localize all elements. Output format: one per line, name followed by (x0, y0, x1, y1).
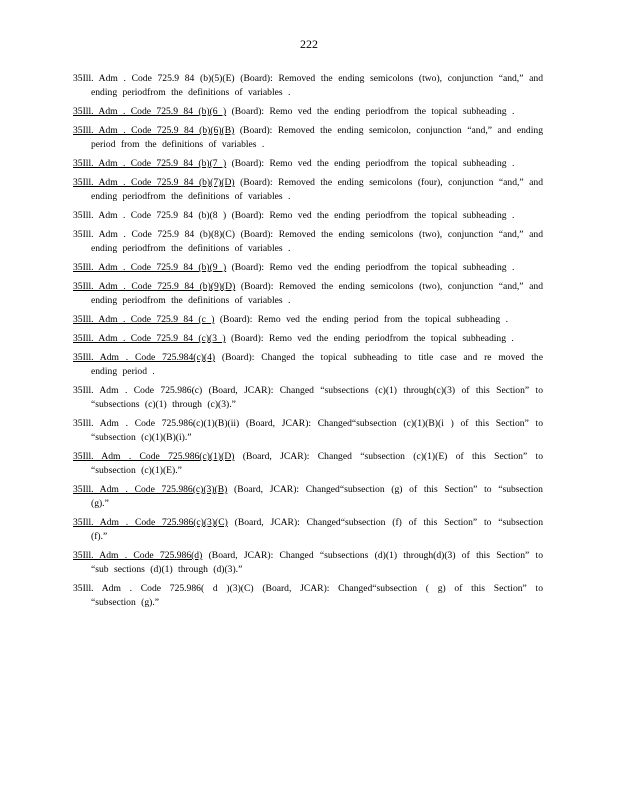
citation: 35Ill. Adm . Code 725.986(c)(3)(C) (73, 517, 228, 528)
entry-text: (Board): Removed the ending semicolons (two), conjunction “and,” and ending periodfrom the definitions of variables . (91, 281, 544, 306)
list-item (73, 582, 543, 610)
list-item (73, 483, 543, 511)
citation: 35Ill. Adm . Code 725.9 84 (b)(7 ) (73, 158, 227, 169)
entry-text: (Board): Removed the ending semicolon, conjunction “and,” and ending period from the definitions of variables . (91, 125, 543, 150)
list-item (73, 72, 543, 100)
entry-text: (Board): Removed the ending semicolons (two), conjunction “and,” and ending periodfrom the definitions of variables . (91, 73, 543, 98)
entry-text: (Board, JCAR): Changed“subsection (f) of this Section” to “subsection (f).” (91, 517, 543, 542)
citation: 35Ill. Adm . Code 725.9 84 (b)(8)(C) (73, 229, 235, 240)
entry-text: (Board, JCAR): Changed“subsection (c)(1)(B)(i ) of this Section” to “subsection (c)(1)(B)(i).” (91, 418, 544, 443)
list-item (73, 332, 543, 346)
entry-text: (Board): Remo ved the ending periodfrom the topical subheading . (231, 262, 515, 273)
citation: 35Ill. Adm . Code 725.9 84 (b)(7)(D) (73, 177, 235, 188)
citation: 35Ill. Adm . Code 725.9 84 (b)(6 ) (73, 106, 227, 117)
amendment-list (73, 72, 543, 615)
list-item (73, 549, 543, 577)
entry-text: (Board, JCAR): Changed “subsection (c)(1)(E) of this Section” to “subsection (c)(1)(E).” (91, 451, 543, 476)
list-item (73, 516, 543, 544)
citation: 35Ill. Adm . Code 725.9 84 (c)(3 ) (73, 333, 226, 344)
entry-text: (Board): Removed the ending semicolons (two), conjunction “and,” and ending periodfrom the definitions of variables . (91, 229, 543, 254)
citation: 35Ill. Adm . Code 725.986(c)(1)(D) (73, 451, 235, 462)
entry-text: (Board): Remo ved the ending periodfrom the topical subheading . (231, 210, 515, 221)
list-item (73, 105, 543, 119)
citation: 35Ill. Adm . Code 725.986(c)(3)(B) (73, 484, 228, 495)
citation: 35Ill. Adm . Code 725.9 84 (b)(9 ) (73, 262, 227, 273)
entry-text: (Board, JCAR): Changed“subsection ( g) of this Section” to “subsection (g).” (91, 583, 543, 608)
entry-text: (Board, JCAR): Changed “subsections (c)(1) through(c)(3) of this Section” to “subsections (c)(1) through (c)(3).” (91, 385, 544, 410)
list-item (73, 124, 543, 152)
list-item (73, 384, 543, 412)
page-number: 222 (300, 37, 318, 51)
citation: 35Ill. Adm . Code 725.986(d) (73, 550, 203, 561)
citation: 35Ill. Adm . Code 725.986(c)(1)(B)(ii) (73, 418, 240, 429)
list-item (73, 450, 543, 478)
entry-text: (Board): Remo ved the ending period from the topical subheading . (219, 314, 509, 325)
list-item (73, 228, 543, 256)
citation: 35Ill. Adm . Code 725.986(c) (73, 385, 203, 396)
list-item (73, 351, 543, 379)
list-item (73, 209, 543, 223)
entry-text: (Board): Remo ved the ending periodfrom the topical subheading . (231, 106, 515, 117)
citation: 35Ill. Adm . Code 725.9 84 (b)(6)(B) (73, 125, 235, 136)
citation: 35Ill. Adm . Code 725.9 84 (b)(9)(D) (73, 281, 236, 292)
list-item (73, 313, 543, 327)
citation: 35Ill. Adm . Code 725.9 84 (b)(8 ) (73, 210, 227, 221)
list-item (73, 176, 543, 204)
entry-text: (Board, JCAR): Changed“subsection (g) of this Section” to “subsection (g).” (91, 484, 543, 509)
list-item (73, 261, 543, 275)
entry-text: (Board): Remo ved the ending periodfrom the topical subheading . (231, 158, 515, 169)
entry-text: (Board): Changed the topical subheading to title case and re moved the ending period . (91, 352, 543, 377)
citation: 35Ill. Adm . Code 725.984(c)(4) (73, 352, 216, 363)
citation: 35Ill. Adm . Code 725.9 84 (c ) (73, 314, 215, 325)
citation: 35Ill. Adm . Code 725.986( d )(3)(C) (73, 583, 254, 594)
entry-text: (Board, JCAR): Changed “subsections (d)(1) through(d)(3) of this Section” to “sub sections (d)(1) through (d)(3).” (91, 550, 543, 575)
entry-text: (Board): Remo ved the ending periodfrom the topical subheading . (231, 333, 514, 344)
entry-text: (Board): Removed the ending semicolons (four), conjunction “and,” and ending periodfrom the definitions of variables . (91, 177, 544, 202)
list-item (73, 280, 543, 308)
citation: 35Ill. Adm . Code 725.9 84 (b)(5)(E) (73, 73, 235, 84)
list-item (73, 157, 543, 171)
list-item (73, 417, 543, 445)
